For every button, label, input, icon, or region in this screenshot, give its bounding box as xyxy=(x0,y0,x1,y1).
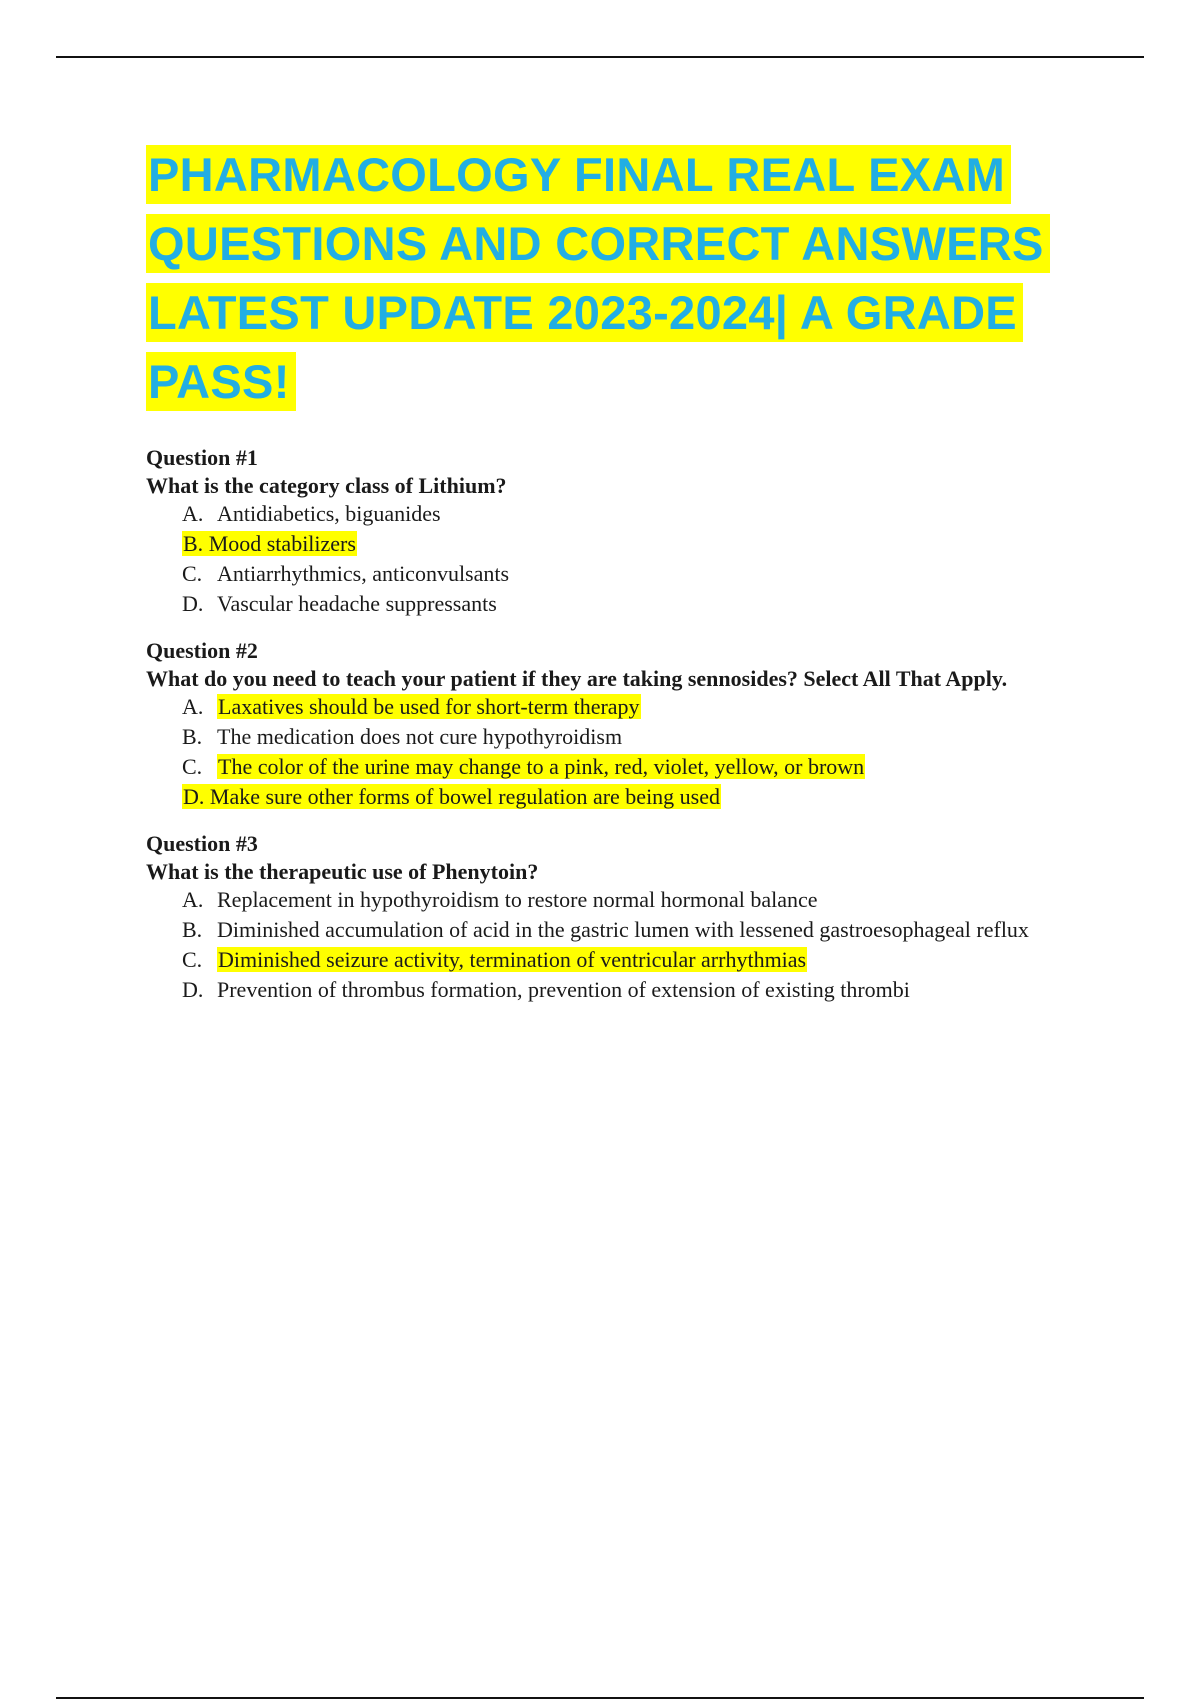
option-letter: D. xyxy=(182,977,204,1002)
question-2 xyxy=(146,637,1076,812)
top-rule xyxy=(56,56,1144,58)
answer-option xyxy=(182,589,1076,619)
document-title-text: PHARMACOLOGY FINAL REAL EXAM QUESTIONS AND CORRECT ANSWERS LATEST UPDATE 2023-2024| A GRADE PASS! xyxy=(146,145,1050,411)
option-text: Diminished seizure activity, termination of ventricular arrhythmias xyxy=(218,947,807,972)
answer-option-correct xyxy=(182,782,1076,812)
option-letter: C. xyxy=(182,754,203,779)
option-letter: B. xyxy=(182,917,203,942)
question-number: Question #2 xyxy=(146,638,258,663)
question-3 xyxy=(146,830,1076,1005)
option-letter: B. xyxy=(182,724,203,749)
answer-option-correct xyxy=(182,945,1076,975)
question-text: What do you need to teach your patient if they are taking sennosides? Select All That Apply. xyxy=(146,666,1008,691)
answer-option xyxy=(182,915,1076,945)
bottom-rule xyxy=(56,1697,1144,1699)
option-text: Replacement in hypothyroidism to restore normal hormonal balance xyxy=(217,887,818,912)
answer-options xyxy=(146,692,1076,812)
option-text: Prevention of thrombus formation, prevention of extension of existing thrombi xyxy=(217,977,910,1002)
option-letter: C. xyxy=(182,561,203,586)
answer-option xyxy=(182,559,1076,589)
option-text: Antidiabetics, biguanides xyxy=(217,501,441,526)
option-text: Antiarrhythmics, anticonvulsants xyxy=(217,561,510,586)
answer-option-correct xyxy=(182,692,1076,722)
option-text: Vascular headache suppressants xyxy=(217,591,497,616)
option-text: Laxatives should be used for short-term therapy xyxy=(218,694,640,719)
answer-option-correct xyxy=(182,752,1076,782)
option-text: B. Mood stabilizers xyxy=(183,531,356,556)
document-title xyxy=(146,140,1086,416)
option-letter: D. xyxy=(182,591,204,616)
question-text: What is the therapeutic use of Phenytoin? xyxy=(146,859,539,884)
answer-options xyxy=(146,499,1076,619)
option-text: The color of the urine may change to a pink, red, violet, yellow, or brown xyxy=(218,754,865,779)
option-letter: B. xyxy=(183,531,204,556)
question-text: What is the category class of Lithium? xyxy=(146,473,507,498)
answer-option xyxy=(182,722,1076,752)
question-list xyxy=(146,444,1076,1023)
answer-option-correct xyxy=(182,529,1076,559)
option-text: D. Make sure other forms of bowel regulation are being used xyxy=(183,784,721,809)
answer-option xyxy=(182,975,1076,1005)
option-letter: A. xyxy=(182,694,204,719)
option-letter: A. xyxy=(182,501,204,526)
option-text: The medication does not cure hypothyroidism xyxy=(217,724,623,749)
question-number: Question #1 xyxy=(146,445,258,470)
question-number: Question #3 xyxy=(146,831,258,856)
option-letter: A. xyxy=(182,887,204,912)
option-letter: D. xyxy=(183,784,205,809)
answer-options xyxy=(146,885,1076,1005)
option-letter: C. xyxy=(182,947,203,972)
question-1 xyxy=(146,444,1076,619)
answer-option xyxy=(182,499,1076,529)
option-text: Diminished accumulation of acid in the gastric lumen with lessened gastroesophageal reflux xyxy=(217,917,1029,942)
answer-option xyxy=(182,885,1076,915)
